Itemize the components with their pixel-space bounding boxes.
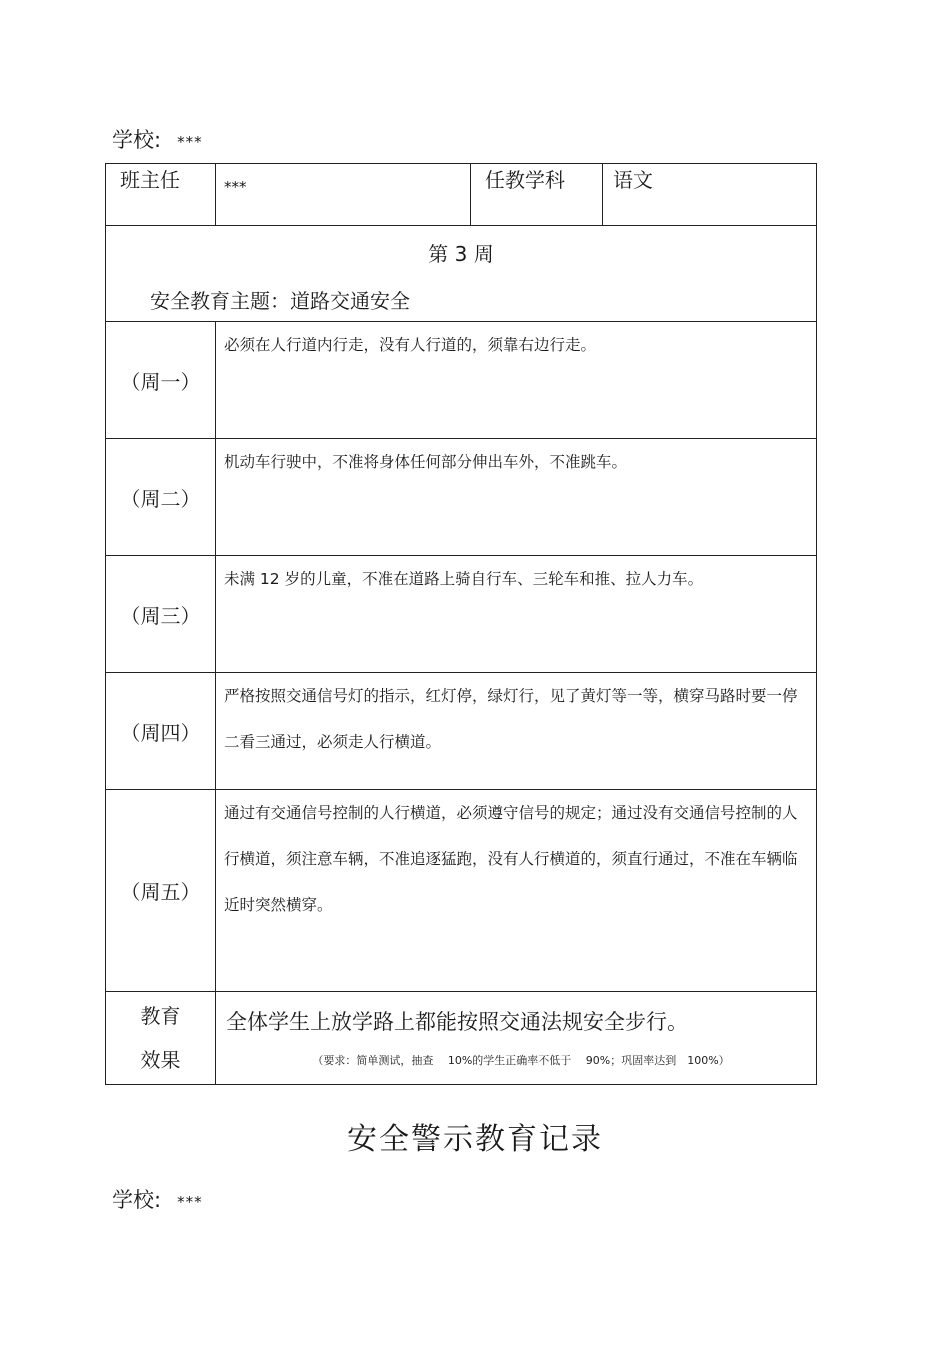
education-theme: 安全教育主题：道路交通安全 [150,289,410,313]
document-title: 安全警示教育记录 [347,1122,603,1157]
effect-label-line2: 效果 [140,1048,181,1072]
day-text: 机动车行驶中，不准将身体任何部分伸出车外，不准跳车。 [216,439,817,556]
subject-value: 语文 [603,164,817,226]
day-row [106,322,817,439]
day-row [106,556,817,673]
day-text: 严格按照交通信号灯的指示，红灯停，绿灯行，见了黄灯等一等，横穿马路时要一停二看三通过，必须走人行横道。 [216,673,817,790]
teacher-value: *** [216,164,471,226]
effect-statement: 全体学生上放学路上都能按照交通法规安全步行。 [226,1010,688,1034]
school-label: 学校: [112,128,162,152]
day-row [106,439,817,556]
day-text: 必须在人行道内行走，没有人行道的，须靠右边行走。 [216,322,817,439]
effect-row [106,992,817,1085]
effect-requirement-note: （要求：简单测试，抽查 10%的学生正确率不低于 90%；巩固率达到 100%） [312,1054,730,1067]
school-line [112,124,203,154]
subject-label: 任教学科 [471,164,603,226]
week-row [106,226,817,322]
week-cell [106,226,817,322]
header-row [106,164,817,226]
effect-content [216,992,817,1085]
day-row [106,673,817,790]
effect-label [106,992,216,1085]
day-label: （周二） [106,439,216,556]
day-label: （周四） [106,673,216,790]
day-label: （周一） [106,322,216,439]
school-value: *** [177,133,203,151]
school-value: *** [177,1193,203,1211]
day-text: 未满 12 岁的儿童，不准在道路上骑自行车、三轮车和推、拉人力车。 [216,556,817,673]
school-label: 学校: [112,1188,162,1212]
day-label: （周五） [106,790,216,992]
week-number: 第 3 周 [428,242,494,266]
day-label: （周三） [106,556,216,673]
day-row [106,790,817,992]
effect-label-line1: 教育 [140,1004,181,1028]
day-text: 通过有交通信号控制的人行横道，必须遵守信号的规定；通过没有交通信号控制的人行横道，须注意车辆，不准追逐猛跑，没有人行横道的，须直行通过，不准在车辆临近时突然横穿。 [216,790,817,992]
teacher-label: 班主任 [106,164,216,226]
safety-record-table [105,163,817,1085]
school-line [112,1184,203,1214]
